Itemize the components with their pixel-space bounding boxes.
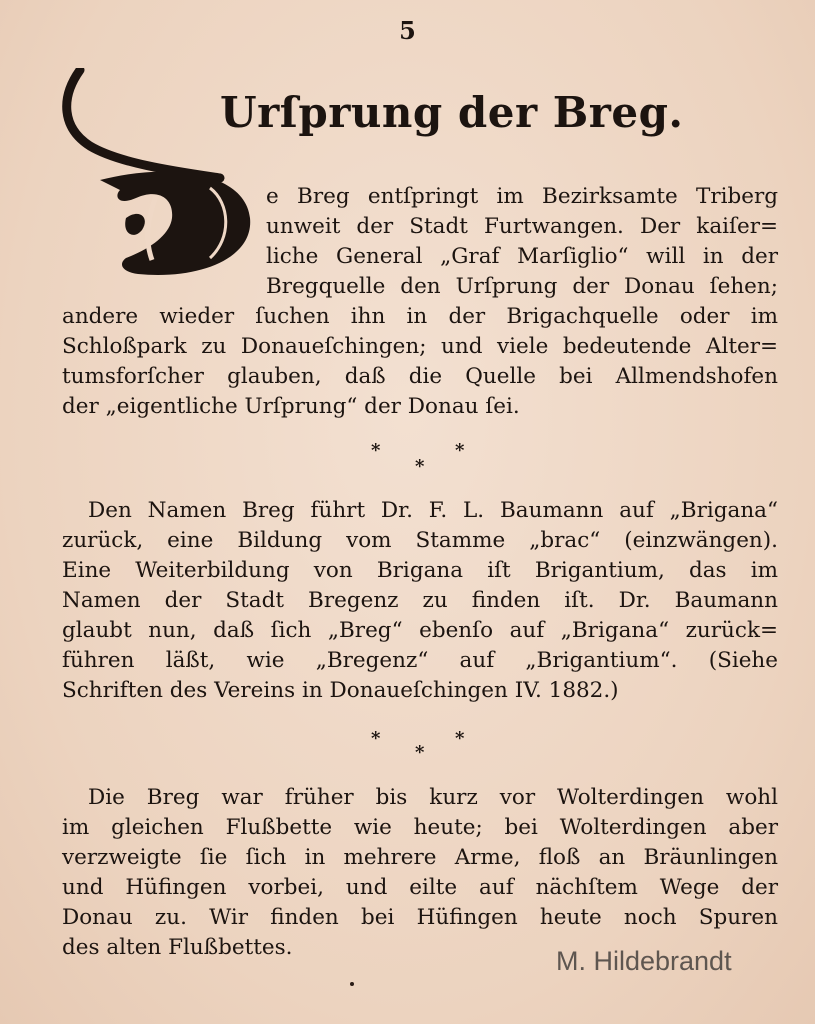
paragraph-2-line: glaubt nun, daß ſich „Breg“ ebenſo auf „Brigana“ zurück= [62, 618, 778, 643]
watermark: M. Hildebrandt [556, 946, 732, 976]
paragraph-1-line: Schloßpark zu Donaueſchingen; und viele bedeutende Alter= [62, 334, 778, 359]
paragraph-2-line: Schriften des Vereins in Donaueſchingen IV. 1882.) [62, 678, 619, 703]
section-separator: * * * [371, 728, 465, 763]
paragraph-1-line: tumsforſcher glauben, daß die Quelle bei Allmendshofen [62, 364, 778, 389]
paragraph-1-line: unweit der Stadt Furtwangen. Der kaiſer= [266, 214, 778, 239]
page-number: 5 [399, 16, 416, 45]
paragraph-3-line: verzweigte ſie ſich in mehrere Arme, floß an Bräunlingen [62, 845, 778, 870]
paragraph-2-line: zurück, eine Bildung vom Stamme „brac“ (einzwängen). [62, 528, 778, 553]
section-separator: * * * [371, 440, 465, 477]
paragraph-3-line: Die Breg war früher bis kurz vor Wolterdingen wohl [88, 785, 778, 810]
paragraph-3-line: im gleichen Flußbette wie heute; bei Wolterdingen aber [62, 815, 778, 840]
paragraph-1-line: e Breg entſpringt im Bezirksamte Triberg [266, 184, 778, 209]
paragraph-2-line: führen läßt, wie „Bregenz“ auf „Brigantium“. (Siehe [62, 648, 778, 673]
paragraph-3-line: Donau zu. Wir finden bei Hüfingen heute noch Spuren [62, 905, 778, 930]
paragraph-1-line: Bregquelle den Urſprung der Donau ſehen; [266, 274, 778, 299]
paragraph-1-line: andere wieder ſuchen ihn in der Brigachquelle oder im [62, 304, 778, 329]
paragraph-2-line: Eine Weiterbildung von Brigana iſt Brigantium, das im [62, 558, 778, 583]
paragraph-2-line: Namen der Stadt Bregenz zu finden iſt. Dr. Baumann [62, 588, 778, 613]
paragraph-1-line: liche General „Graf Marſiglio“ will in der [266, 244, 778, 269]
paragraph-3-line: und Hüfingen vorbei, und eilte auf nächſtem Wege der [62, 875, 778, 900]
paper-speck [350, 982, 354, 986]
paragraph-2-line: Den Namen Breg führt Dr. F. L. Baumann auf „Brigana“ [88, 498, 778, 523]
paragraph-3-line: des alten Flußbettes. [62, 935, 293, 960]
page-title: Urſprung der Breg. [220, 88, 684, 137]
paragraph-1-line: der „eigentliche Urſprung“ der Donau ſei. [62, 394, 520, 419]
